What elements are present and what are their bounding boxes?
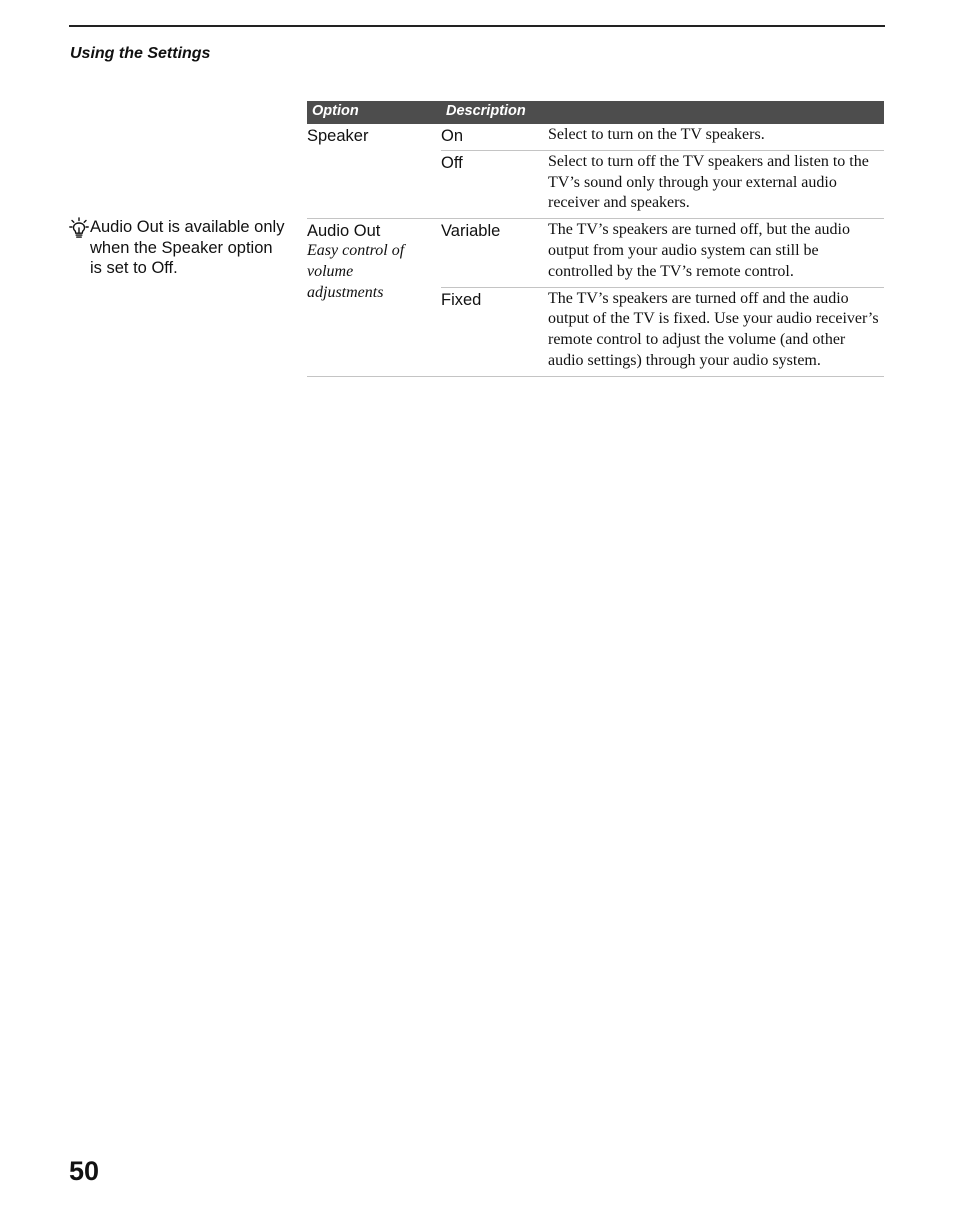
top-rule xyxy=(69,25,885,27)
table-row xyxy=(441,219,884,286)
setting-description: The TV’s speakers are turned off, but the audio output from your audio system can still be controlled by the TV’s remote control. xyxy=(548,221,850,280)
setting-description: Select to turn off the TV speakers and listen to the TV’s sound only through your external audio receiver and speakers. xyxy=(548,152,869,212)
option-cell xyxy=(307,124,441,218)
setting-value: Fixed xyxy=(441,290,482,309)
option-cell xyxy=(307,219,441,376)
table-row xyxy=(441,150,884,218)
option-note: Easy control of volume adjustments xyxy=(307,242,405,301)
tip-text: Audio Out is available only when the Speaker option is set to Off. xyxy=(90,218,285,277)
option-name: Speaker xyxy=(307,127,369,145)
setting-value: Variable xyxy=(441,222,501,241)
page-number: 50 xyxy=(69,1156,100,1186)
table-header xyxy=(307,101,884,124)
settings-table xyxy=(307,101,884,377)
option-group-audio-out xyxy=(307,219,884,377)
column-header-description: Description xyxy=(446,103,526,119)
setting-description: Select to turn on the TV speakers. xyxy=(548,126,765,143)
option-group-speaker xyxy=(307,124,884,219)
setting-value: Off xyxy=(441,153,463,172)
setting-description: The TV’s speakers are turned off and the audio output of the TV is fixed. Use your audio receiver’s remote control to adjust the volume (and other audio settings) through your audio system. xyxy=(548,289,879,369)
setting-value: On xyxy=(441,127,464,145)
column-header-option: Option xyxy=(312,103,359,119)
table-row xyxy=(441,124,884,150)
setting-rows xyxy=(441,219,884,376)
option-name: Audio Out xyxy=(307,222,381,241)
table-row xyxy=(441,287,884,376)
lightbulb-icon xyxy=(69,217,89,239)
section-title: Using the Settings xyxy=(70,45,211,62)
setting-rows xyxy=(441,124,884,218)
